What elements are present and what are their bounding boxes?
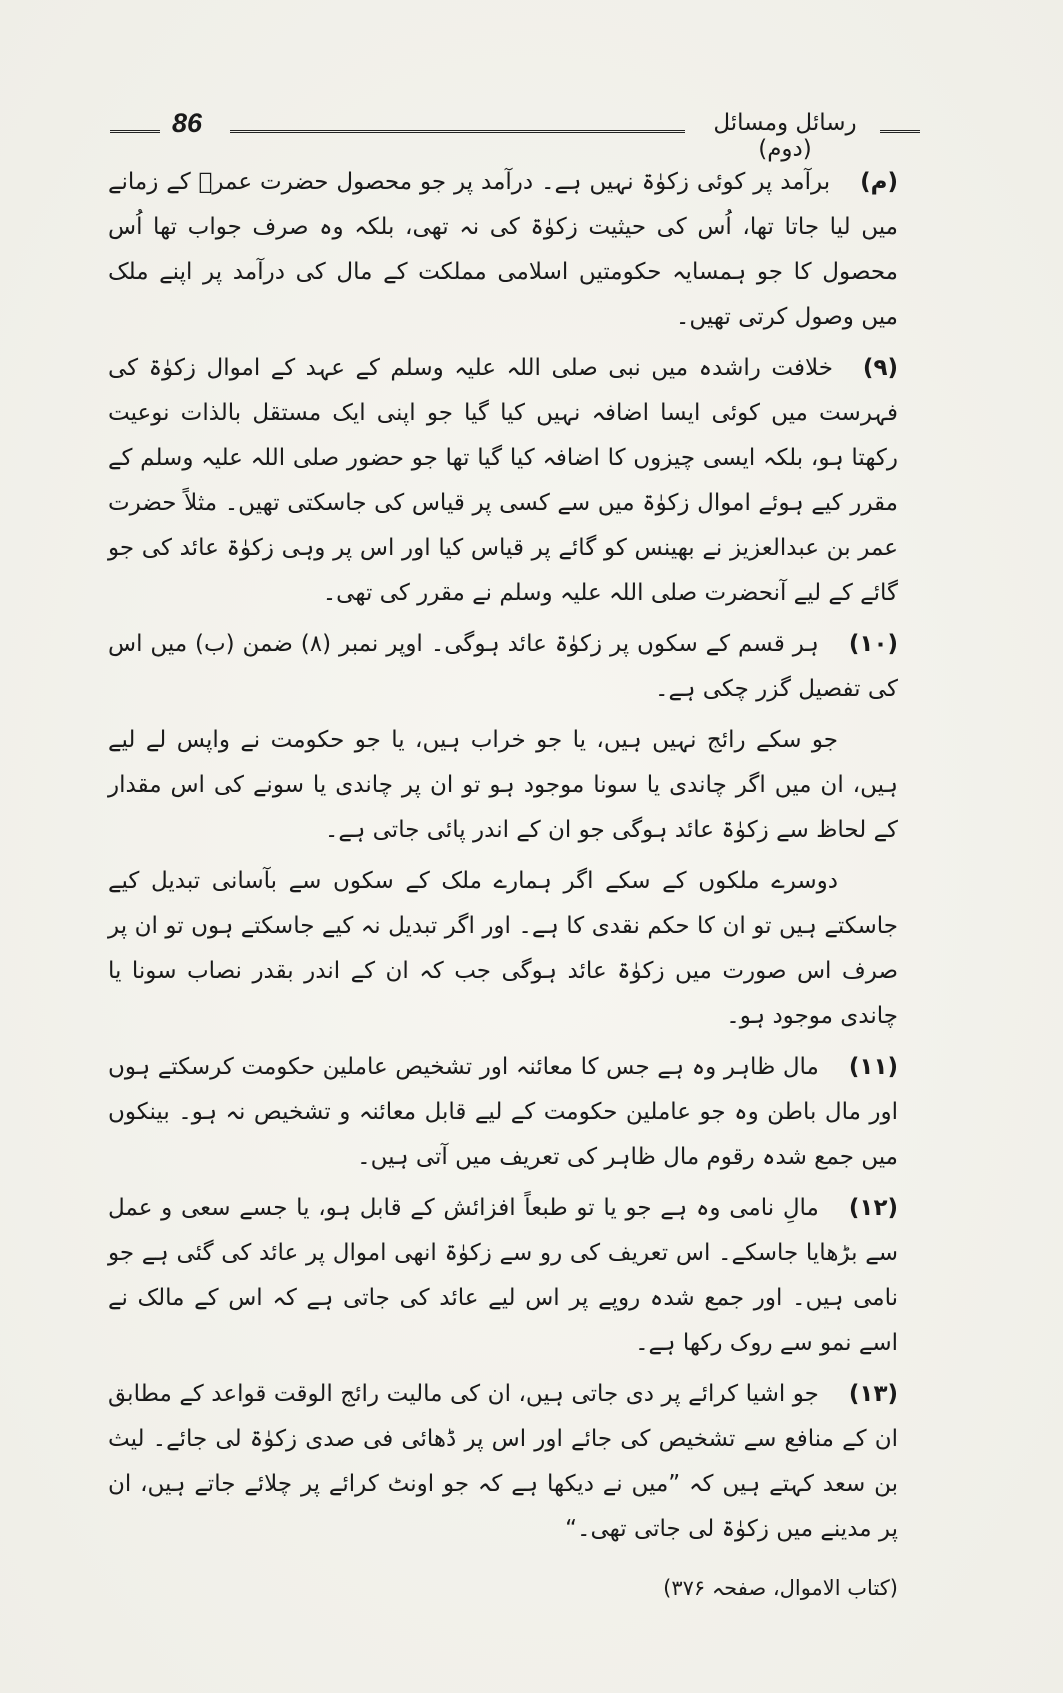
paragraph-number: (۱۰) [848, 631, 898, 657]
paragraph-text: مالِ نامی وہ ہے جو یا تو طبعاً افزائش کے قابل ہو، یا جسے سعی و عمل سے بڑھایا جاسکے۔ اس تعریف کی رو سے زکوٰۃ انھی اموال پر عائد کی گئی ہے جو نامی ہیں۔ اور جمع شدہ روپے پر اس لیے عائد کی جاتی ہے کہ اس کے مالک نے اسے نمو سے روک رکھا ہے۔ [108, 1195, 898, 1356]
paragraph-13 [108, 1372, 898, 1552]
paragraph-m [108, 160, 898, 340]
paragraph-11 [108, 1045, 898, 1180]
paragraph-number: (۱۳) [848, 1381, 898, 1407]
paragraph-text: برآمد پر کوئی زکوٰۃ نہیں ہے۔ درآمد پر جو محصول حضرت عمرؓ کے زمانے میں لیا جاتا تھا، اُس کی حیثیت زکوٰۃ کی نہ تھی، بلکہ وہ صرف جواب تھا اُس محصول کا جو ہمسایہ حکومتیں اسلامی مملکت کے مال کی درآمد پر اپنے ملک میں وصول کرتی تھیں۔ [108, 169, 898, 330]
paragraph-number: (م) [860, 169, 898, 195]
paragraph-text: ہر قسم کے سکوں پر زکوٰۃ عائد ہوگی۔ اوپر نمبر (۸) ضمن (ب) میں اس کی تفصیل گزر چکی ہے۔ [108, 631, 898, 702]
paragraph-text: جو اشیا کرائے پر دی جاتی ہیں، ان کی مالیت رائج الوقت قواعد کے مطابق ان کے منافع سے تشخیص کی جائے اور اس پر ڈھائی فی صدی زکوٰۃ لی جائے۔ لیث بن سعد کہتے ہیں کہ ”میں نے دیکھا ہے کہ جو اونٹ کرائے پر چلائے جاتے ہیں، ان پر مدینے میں زکوٰۃ لی جاتی تھی۔“ [108, 1381, 898, 1542]
paragraph-number: (۱۱) [848, 1054, 898, 1080]
paragraph-text: خلافت راشدہ میں نبی صلی اللہ علیہ وسلم کے عہد کے اموال زکوٰۃ کی فہرست میں کوئی ایسا اضافہ نہیں کیا گیا جو اپنی ایک مستقل بالذات نوعیت رکھتا ہو، بلکہ ایسی چیزوں کا اضافہ کیا گیا تھا جو حضور صلی اللہ علیہ وسلم کے مقرر کیے ہوئے اموال زکوٰۃ میں سے کسی پر قیاس کی جاسکتی تھیں۔ مثلاً حضرت عمر بن عبدالعزیز نے بھینس کو گائے پر قیاس کیا اور اس پر وہی زکوٰۃ عائد کی جو گائے کے لیے آنحضرت صلی اللہ علیہ وسلم نے مقرر کی تھی۔ [108, 355, 898, 606]
paragraph-text: جو سکے رائج نہیں ہیں، یا جو خراب ہیں، یا جو حکومت نے واپس لے لیے ہیں، ان میں اگر چاندی یا سونا موجود ہو تو ان پر چاندی یا سونے کی اس مقدار کے لحاظ سے زکوٰۃ عائد ہوگی جو ان کے اندر پائی جاتی ہے۔ [108, 727, 898, 843]
citation: (کتاب الاموال، صفحہ ۳۷۶) [663, 1576, 898, 1600]
paragraph-text: دوسرے ملکوں کے سکے اگر ہمارے ملک کے سکوں سے بآسانی تبدیل کیے جاسکتے ہیں تو ان کا حکم نقدی کا ہے۔ اور اگر تبدیل نہ کیے جاسکتے ہوں تو ان پر صرف اس صورت میں زکوٰۃ عائد ہوگی جب کہ ان کے اندر بقدر نصاب سونا یا چاندی موجود ہو۔ [108, 868, 898, 1029]
paragraph-text: مال ظاہر وہ ہے جس کا معائنہ اور تشخیص عاملین حکومت کرسکتے ہوں اور مال باطن وہ جو عاملین حکومت کے لیے قابل معائنہ و تشخیص نہ ہو۔ بینکوں میں جمع شدہ رقوم مال ظاہر کی تعریف میں آتی ہیں۔ [108, 1054, 898, 1170]
header-rule-right [880, 130, 920, 133]
header-rule-middle [230, 130, 685, 133]
page-number: 86 [172, 108, 203, 138]
paragraph-9 [108, 346, 898, 616]
running-title: رسائل ومسائل (دوم) [713, 110, 857, 162]
paragraph-10 [108, 622, 898, 712]
paragraph-10-foreign-coins [108, 859, 898, 1039]
paragraph-number: (۱۲) [848, 1195, 898, 1221]
paragraph-10-coins-invalid [108, 718, 898, 853]
page-header [110, 108, 890, 162]
paragraph-12 [108, 1186, 898, 1366]
paragraph-number: (۹) [862, 355, 898, 381]
header-rule-left [110, 130, 160, 133]
page-body [108, 160, 898, 1611]
